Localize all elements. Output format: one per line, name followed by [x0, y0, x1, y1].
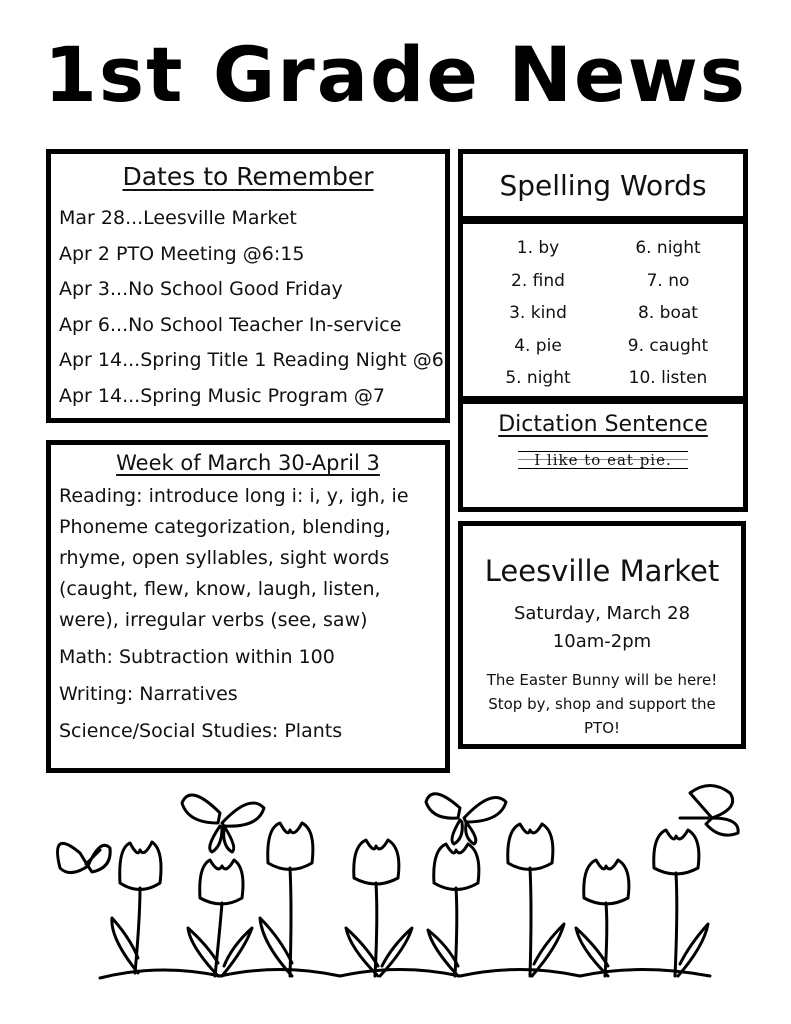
spelling-heading: Spelling Words	[499, 168, 707, 202]
tulips-and-butterflies-illustration	[40, 778, 751, 998]
spelling-word: 2. find	[511, 270, 565, 291]
dictation-sentence: I like to eat pie.	[518, 451, 688, 469]
market-time: 10am-2pm	[552, 631, 652, 652]
tulip-icon	[654, 830, 708, 976]
tulip-icon	[346, 840, 412, 976]
date-item: Apr 14...Spring Title 1 Reading Night @6	[59, 349, 444, 371]
newsletter-title: 1st Grade News	[43, 30, 748, 119]
spelling-word: 7. no	[646, 270, 690, 291]
weekly-curriculum-box	[46, 440, 450, 773]
date-item: Apr 3...No School Good Friday	[59, 278, 343, 300]
science-text: Plants	[278, 720, 343, 742]
tulip-icon	[428, 844, 479, 976]
spelling-word: 3. kind	[509, 303, 567, 323]
spelling-word: 8. boat	[638, 303, 698, 323]
market-title: Leesville Market	[484, 554, 720, 588]
spelling-word: 6. night	[635, 238, 701, 258]
math-label: Math:	[59, 646, 113, 668]
date-item: Apr 14...Spring Music Program @7	[59, 384, 385, 407]
week-heading: Week of March 30-April 3	[116, 451, 380, 475]
leesville-market-box	[458, 521, 746, 749]
date-item: Apr 6...No School Teacher In-service	[59, 313, 402, 336]
market-note: The Easter Bunny will be here! Stop by, shop and support the PTO!	[486, 671, 718, 737]
market-date-time	[469, 600, 735, 656]
spelling-words-header-box	[458, 149, 748, 221]
spelling-words-grid	[473, 232, 733, 395]
dates-list	[59, 201, 444, 414]
spelling-word: 9. caught	[627, 335, 709, 356]
writing-paragraph	[59, 679, 437, 710]
science-label: Science/Social Studies:	[59, 720, 279, 742]
writing-label: Writing:	[59, 683, 134, 705]
tulip-icon	[576, 860, 629, 976]
reading-paragraph	[59, 481, 437, 636]
butterfly-icon	[58, 843, 111, 872]
market-date: Saturday, March 28	[513, 603, 691, 624]
tulip-icon	[508, 824, 564, 976]
spelling-word: 1. by	[516, 238, 560, 258]
dictation-sentence-box	[458, 399, 748, 512]
dates-heading: Dates to Remember	[122, 162, 374, 191]
math-paragraph	[59, 642, 437, 673]
ground-line-icon	[100, 970, 710, 979]
date-item: Mar 28...Leesville Market	[59, 207, 297, 229]
tulip-icon	[112, 842, 161, 973]
reading-label: Reading:	[59, 485, 143, 507]
butterfly-icon	[182, 795, 264, 852]
math-text: Subtraction within 100	[112, 646, 335, 668]
date-item: Apr 2 PTO Meeting @6:15	[59, 242, 305, 265]
tulip-icon	[188, 860, 252, 976]
spelling-word: 10. listen	[628, 368, 708, 388]
dates-to-remember-box	[46, 149, 450, 423]
spelling-word: 5. night	[505, 368, 571, 388]
reading-text: introduce long i: i, y, igh, ie Phoneme categorization, blending, rhyme, open syllables, sight words (caught, flew, know, laugh, listen, were), irregular verbs (see, saw)	[59, 485, 409, 631]
spelling-word: 4. pie	[514, 335, 562, 356]
tulip-icon	[260, 823, 313, 976]
writing-text: Narratives	[133, 683, 238, 705]
science-paragraph	[59, 716, 437, 747]
butterfly-icon	[680, 786, 738, 836]
butterfly-icon	[426, 794, 506, 844]
spelling-words-list-box	[458, 219, 748, 401]
dictation-heading: Dictation Sentence	[498, 412, 708, 437]
